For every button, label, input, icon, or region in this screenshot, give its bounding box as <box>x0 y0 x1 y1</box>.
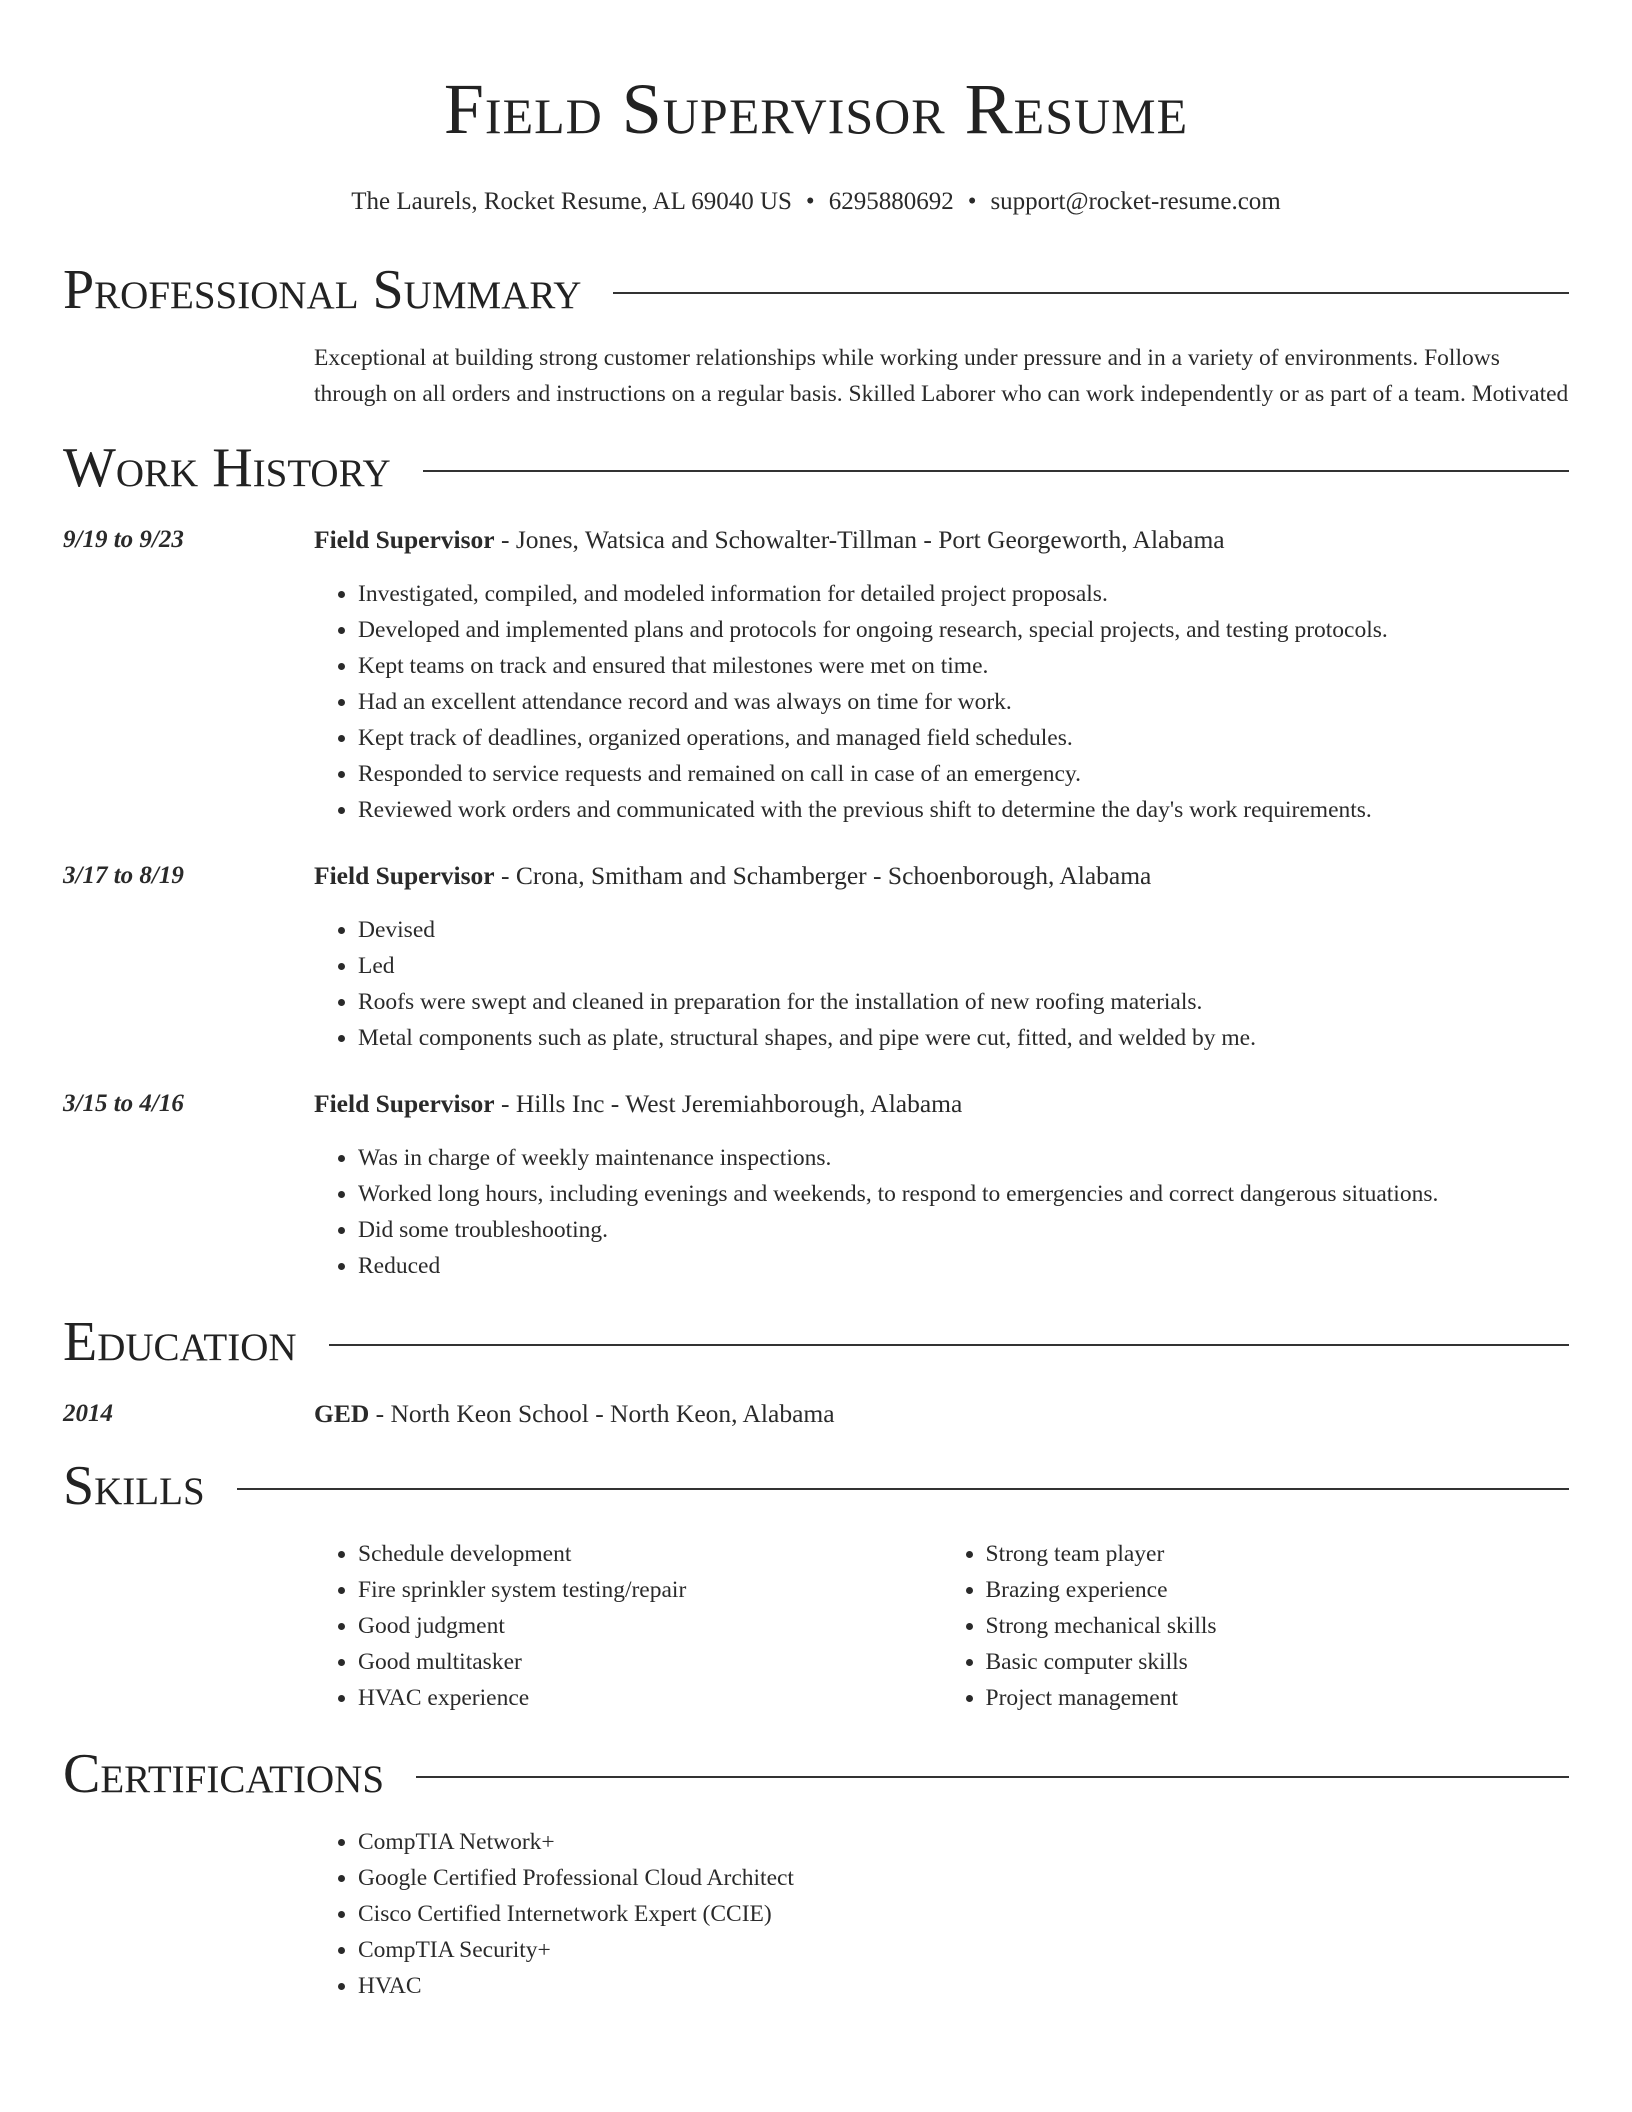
list-item: • Kept teams on track and ensured that milestones were met on time. <box>358 648 1569 684</box>
job-bullets <box>314 576 1569 828</box>
list-item: • Worked long hours, including evenings and weekends, to respond to emergencies and correct dangerous situations. <box>358 1176 1569 1212</box>
list-item: • Was in charge of weekly maintenance inspections. <box>358 1140 1569 1176</box>
job-bullets <box>314 912 1569 1056</box>
certifications-bullets <box>314 1824 1569 2004</box>
contact-separator: • <box>967 188 977 215</box>
list-item: • Good judgment <box>358 1608 942 1644</box>
job-dates: 3/15 to 4/16 <box>63 1090 184 1117</box>
job-headline <box>314 522 1569 558</box>
contact-address: The Laurels, Rocket Resume, AL 69040 US <box>351 188 792 215</box>
list-item: • Reviewed work orders and communicated with the previous shift to determine the day's work requirements. <box>358 792 1569 828</box>
skills-column-right <box>942 1536 1570 1716</box>
list-item: • Strong team player <box>986 1536 1570 1572</box>
list-item: • Investigated, compiled, and modeled information for detailed project proposals. <box>358 576 1569 612</box>
section-title-education: Education <box>63 1311 297 1373</box>
section-divider <box>329 1344 1569 1346</box>
education-body <box>314 1396 835 1432</box>
list-item: • Led <box>358 948 1569 984</box>
contact-line <box>63 186 1569 218</box>
job-details: - Jones, Watsica and Schowalter-Tillman - Port Georgeworth, Alabama <box>494 525 1225 554</box>
job-headline <box>314 858 1569 894</box>
education-year: 2014 <box>63 1400 113 1427</box>
section-header-summary <box>63 258 1569 322</box>
list-item: • Schedule development <box>358 1536 942 1572</box>
section-divider <box>613 292 1569 294</box>
list-item: • CompTIA Network+ <box>358 1824 1569 1860</box>
section-header-work <box>63 436 1569 500</box>
list-item: • Google Certified Professional Cloud Architect <box>358 1860 1569 1896</box>
section-header-education <box>63 1310 1569 1374</box>
list-item: • Roofs were swept and cleaned in preparation for the installation of new roofing materials. <box>358 984 1569 1020</box>
list-item: • Developed and implemented plans and protocols for ongoing research, special projects, and testing protocols. <box>358 612 1569 648</box>
job-entry <box>63 522 1569 828</box>
contact-separator: • <box>805 188 815 215</box>
list-item: • Responded to service requests and remained on call in case of an emergency. <box>358 756 1569 792</box>
job-entry <box>63 1086 1569 1284</box>
list-item: • Cisco Certified Internetwork Expert (CCIE) <box>358 1896 1569 1932</box>
list-item: • HVAC experience <box>358 1680 942 1716</box>
list-item: • Good multitasker <box>358 1644 942 1680</box>
contact-phone: 6295880692 <box>828 188 954 215</box>
job-entry <box>63 858 1569 1056</box>
education-entry <box>63 1396 1569 1432</box>
list-item: • Devised <box>358 912 1569 948</box>
section-title-skills: Skills <box>63 1455 205 1517</box>
page-title: Field Supervisor Resume <box>443 69 1189 149</box>
section-header-certifications <box>63 1742 1569 1806</box>
list-item: • HVAC <box>358 1968 1569 2004</box>
list-item: • Brazing experience <box>986 1572 1570 1608</box>
job-body <box>314 1086 1569 1284</box>
job-body <box>314 858 1569 1056</box>
section-header-skills <box>63 1454 1569 1518</box>
education-details: - North Keon School - North Keon, Alabama <box>369 1399 835 1428</box>
job-body <box>314 522 1569 828</box>
list-item: • Did some troubleshooting. <box>358 1212 1569 1248</box>
list-item: • Reduced <box>358 1248 1569 1284</box>
list-item: • Project management <box>986 1680 1570 1716</box>
list-item: • CompTIA Security+ <box>358 1932 1569 1968</box>
job-title: Field Supervisor <box>314 525 495 554</box>
section-divider <box>416 1776 1569 1778</box>
skills-list <box>314 1536 1569 1716</box>
skills-column-left <box>314 1536 942 1716</box>
list-item: • Had an excellent attendance record and was always on time for work. <box>358 684 1569 720</box>
list-item: • Strong mechanical skills <box>986 1608 1570 1644</box>
section-divider <box>423 470 1569 472</box>
job-dates: 9/19 to 9/23 <box>63 526 184 553</box>
job-title: Field Supervisor <box>314 861 495 890</box>
list-item: • Metal components such as plate, structural shapes, and pipe were cut, fitted, and welded by me. <box>358 1020 1569 1056</box>
job-details: - Hills Inc - West Jeremiahborough, Alabama <box>494 1089 963 1118</box>
job-headline <box>314 1086 1569 1122</box>
list-item: • Basic computer skills <box>986 1644 1570 1680</box>
job-bullets <box>314 1140 1569 1284</box>
certifications-list <box>314 1824 1569 2004</box>
job-dates: 3/17 to 8/19 <box>63 862 184 889</box>
section-title-work: Work History <box>63 437 391 499</box>
section-title-summary: Professional Summary <box>63 259 582 321</box>
education-degree: GED <box>314 1399 370 1428</box>
contact-email: support@rocket-resume.com <box>990 188 1281 215</box>
list-item: • Fire sprinkler system testing/repair <box>358 1572 942 1608</box>
list-item: • Kept track of deadlines, organized operations, and managed field schedules. <box>358 720 1569 756</box>
summary-text: Exceptional at building strong customer relationships while working under pressure and in a variety of environments. Follows through on all orders and instructions on a regular basis. Skilled Laborer who can work independently or as part of a team. Motivated <box>314 345 1569 407</box>
job-title: Field Supervisor <box>314 1089 495 1118</box>
job-details: - Crona, Smitham and Schamberger - Schoenborough, Alabama <box>494 861 1152 890</box>
section-divider <box>237 1488 1569 1490</box>
section-title-certifications: Certifications <box>63 1743 385 1805</box>
